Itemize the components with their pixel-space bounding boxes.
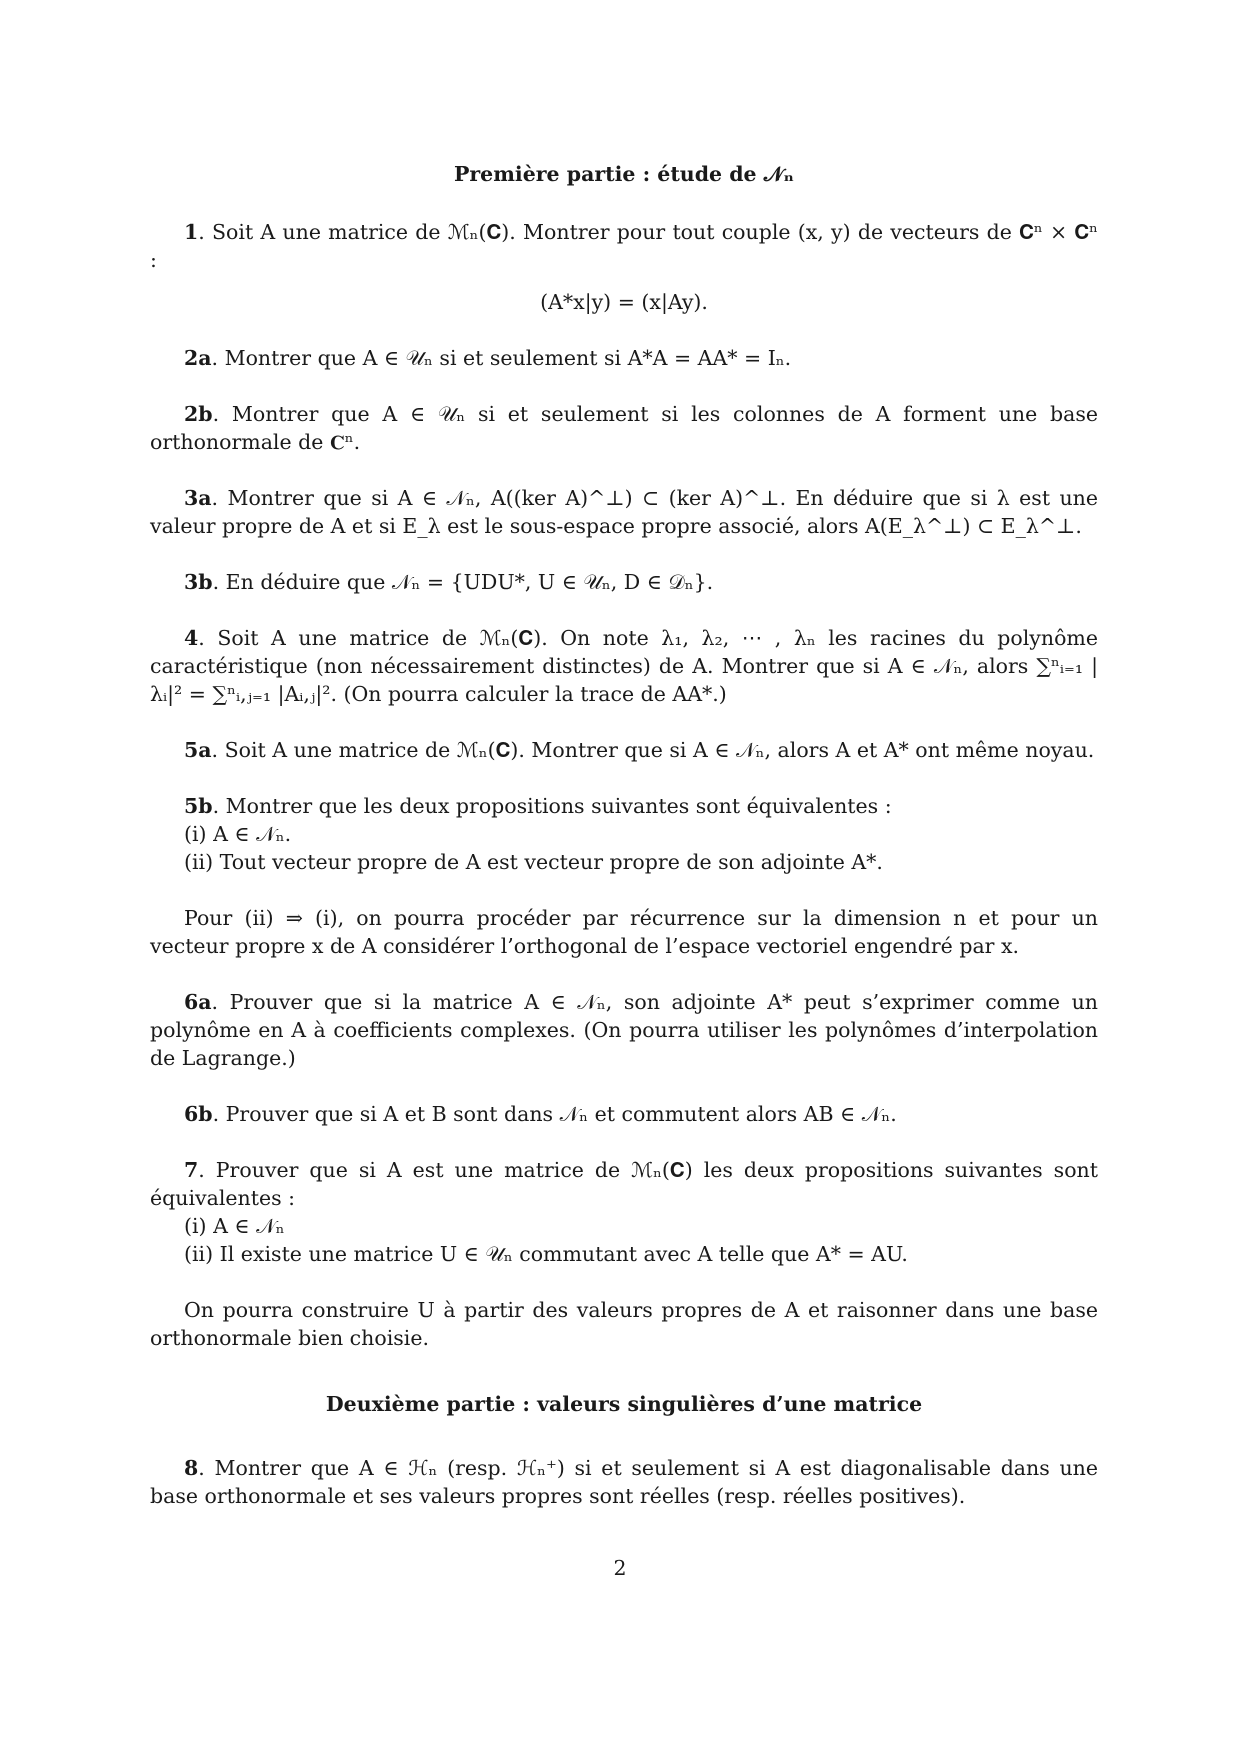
proposition-item: (i) A ∈ 𝒩ₙ. xyxy=(184,822,292,846)
question-5a xyxy=(150,736,1098,764)
question-number: 6b xyxy=(184,1102,213,1126)
hint-5: Pour (ii) ⇒ (i), on pourra procéder par récurrence sur la dimension n et pour un vecteur propre x de A considérer l’orthogonal de l’espace vectoriel engendré par x. xyxy=(150,906,1098,958)
question-5b xyxy=(150,792,1098,876)
question-6a xyxy=(150,988,1098,1072)
display-equation: (A*x|y) = (x|Ay). xyxy=(540,290,708,314)
question-number: 5a xyxy=(184,738,212,762)
proposition-item: (ii) Tout vecteur propre de A est vecteur propre de son adjointe A*. xyxy=(184,850,883,874)
hint-7: On pourra construire U à partir des valeurs propres de A et raisonner dans une base orthonormale bien choisie. xyxy=(150,1298,1098,1350)
question-text: . Montrer que A ∈ 𝒰ₙ si et seulement si les colonnes de A forment une base orthonormale de 𝐂ⁿ. xyxy=(150,402,1098,454)
question-text: . Montrer que A ∈ ℋₙ (resp. ℋₙ⁺) si et seulement si A est diagonalisable dans une base orthonormale et ses valeurs propres sont réelles (resp. réelles positives). xyxy=(150,1456,1098,1508)
question-2a xyxy=(150,344,1098,372)
question-number: 2b xyxy=(184,402,213,426)
question-8 xyxy=(150,1454,1098,1510)
question-1 xyxy=(150,218,1098,316)
question-text: . Soit A une matrice de ℳₙ(𝐂). Montrer pour tout couple (x, y) de vecteurs de 𝐂ⁿ × 𝐂ⁿ : xyxy=(150,220,1098,272)
question-number: 6a xyxy=(184,990,212,1014)
question-text: . Soit A une matrice de ℳₙ(𝐂). Montrer que si A ∈ 𝒩ₙ, alors A et A* ont même noyau. xyxy=(211,738,1095,762)
question-text: . En déduire que 𝒩ₙ = {UDU*, U ∈ 𝒰ₙ, D ∈ 𝒟ₙ}. xyxy=(212,570,714,594)
question-4 xyxy=(150,624,1098,708)
question-text: . Montrer que si A ∈ 𝒩ₙ, A((ker A)^⊥) ⊂ (ker A)^⊥. En déduire que si λ est une valeur propre de A et si E_λ est le sous-espace propre associé, alors A(E_λ^⊥) ⊂ E_λ^⊥. xyxy=(150,486,1098,538)
document-page xyxy=(150,160,1098,1538)
question-3b xyxy=(150,568,1098,596)
page-number: 2 xyxy=(613,1556,627,1580)
question-number: 1 xyxy=(184,220,199,244)
proposition-item: (i) A ∈ 𝒩ₙ xyxy=(184,1214,285,1238)
question-7 xyxy=(150,1156,1098,1268)
question-text: . Prouver que si A est une matrice de ℳₙ(𝐂) les deux propositions suivantes sont équivalentes : xyxy=(150,1158,1098,1210)
question-number: 7 xyxy=(184,1158,199,1182)
question-number: 3b xyxy=(184,570,213,594)
question-number: 5b xyxy=(184,794,213,818)
question-number: 4 xyxy=(184,626,199,650)
part2-title: Deuxième partie : valeurs singulières d’une matrice xyxy=(325,1392,923,1416)
question-3a xyxy=(150,484,1098,540)
part1-title: Première partie : étude de 𝒩ₙ xyxy=(453,162,795,186)
question-number: 8 xyxy=(184,1456,199,1480)
question-text: . Prouver que si la matrice A ∈ 𝒩ₙ, son adjointe A* peut s’exprimer comme un polynôme en A à coefficients complexes. (On pourra utiliser les polynômes d’interpolation de Lagrange.) xyxy=(150,990,1098,1070)
question-number: 2a xyxy=(184,346,212,370)
question-text: . Soit A une matrice de ℳₙ(𝐂). On note λ₁, λ₂, ⋯ , λₙ les racines du polynôme caractéristique (non nécessairement distinctes) de A. Montrer que si A ∈ 𝒩ₙ, alors ∑ⁿᵢ₌₁ |λᵢ|² = ∑ⁿᵢ,ⱼ₌₁ |Aᵢ,ⱼ|². (On pourra calculer la trace de AA*.) xyxy=(150,626,1098,706)
proposition-item: (ii) Il existe une matrice U ∈ 𝒰ₙ commutant avec A telle que A* = AU. xyxy=(184,1242,908,1266)
question-text: . Montrer que les deux propositions suivantes sont équivalentes : xyxy=(212,794,892,818)
question-number: 3a xyxy=(184,486,212,510)
question-text: . Prouver que si A et B sont dans 𝒩ₙ et commutent alors AB ∈ 𝒩ₙ. xyxy=(212,1102,897,1126)
question-text: . Montrer que A ∈ 𝒰ₙ si et seulement si A*A = AA* = Iₙ. xyxy=(211,346,792,370)
question-6b xyxy=(150,1100,1098,1128)
question-2b xyxy=(150,400,1098,456)
